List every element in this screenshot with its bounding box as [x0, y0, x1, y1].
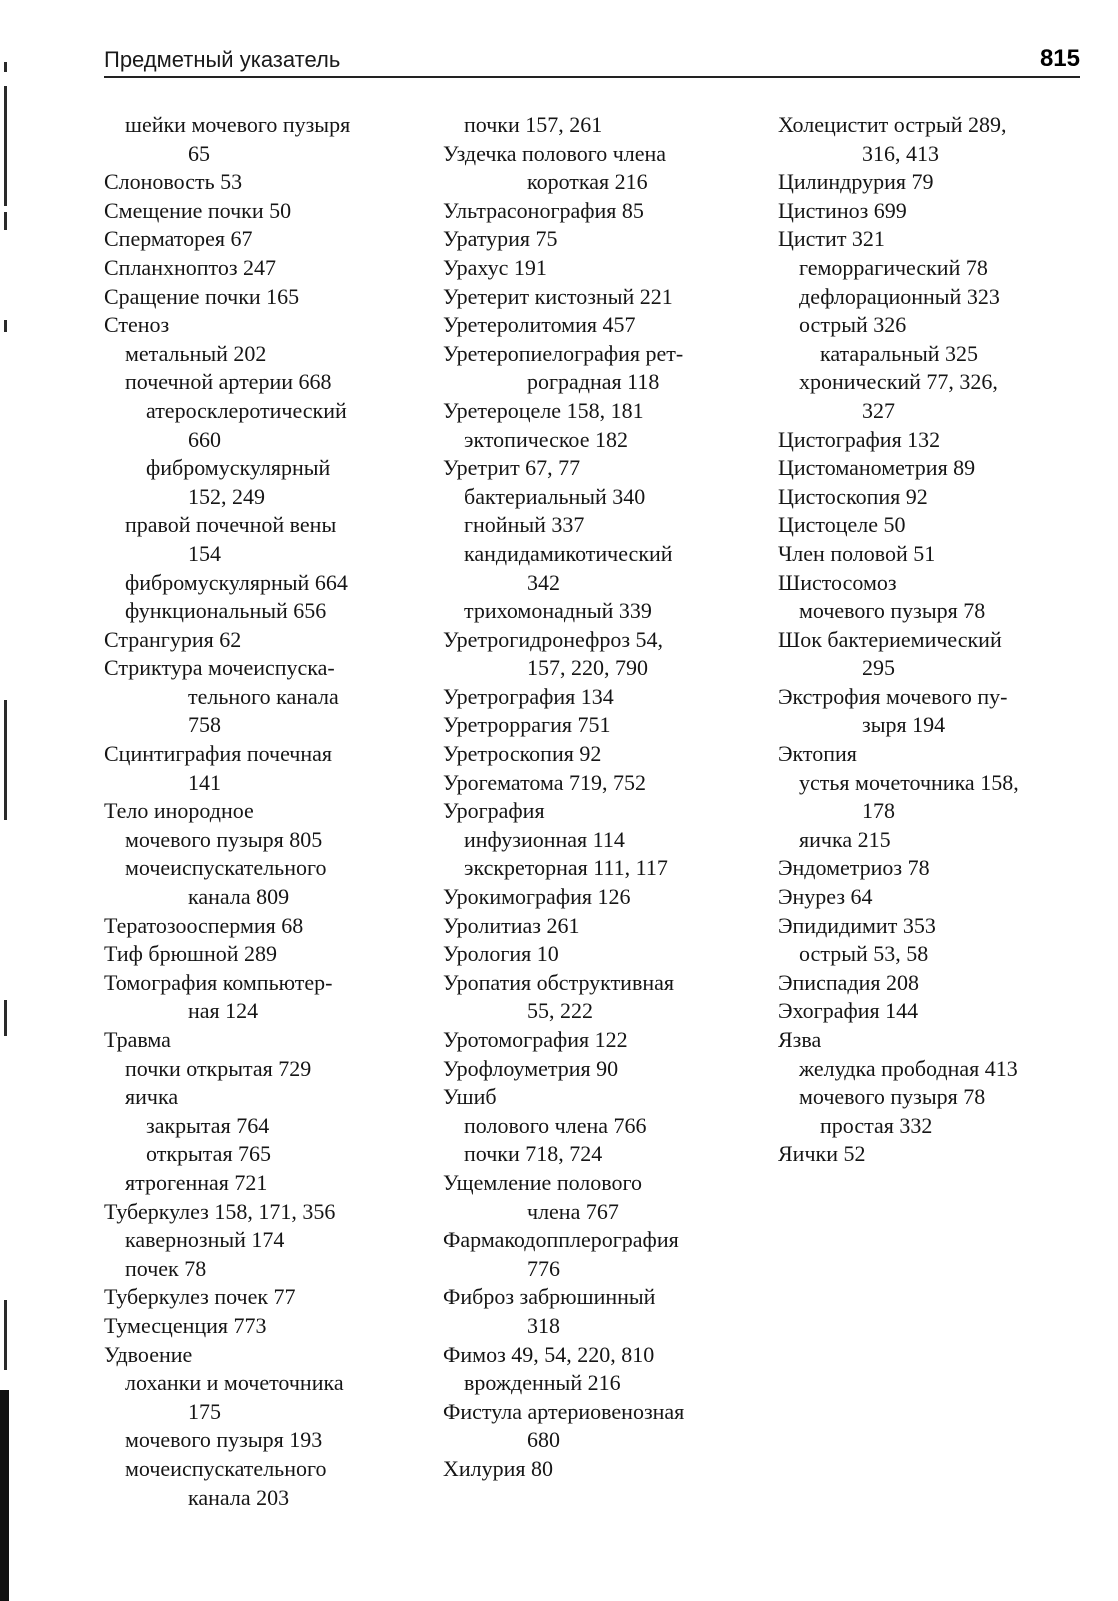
index-subentry: открытая 765: [146, 1141, 272, 1167]
index-entry-continuation: 295: [862, 655, 895, 681]
index-subentry: метальный 202: [125, 340, 267, 366]
index-entry: Урология 10: [443, 941, 559, 967]
index-subentry: острый 326: [799, 312, 907, 338]
index-entry: Смещение почки 50: [104, 197, 292, 223]
index-entry: Эктопия: [778, 741, 857, 767]
binding-edge-shadow: [0, 0, 14, 1601]
index-subentry: трихомонадный 339: [464, 598, 652, 624]
index-entry: Цистография 132: [778, 426, 941, 452]
index-subentry: кавернозный 174: [125, 1227, 285, 1253]
index-entry: Уретрография 134: [443, 683, 614, 709]
index-subentry: мочевого пузыря 78: [799, 1084, 986, 1110]
index-entry: Сперматорея 67: [104, 226, 253, 252]
index-subentry: врожденный 216: [464, 1370, 621, 1396]
index-entry: Урогематома 719, 752: [443, 769, 647, 795]
index-subentry: мочевого пузыря 193: [125, 1427, 323, 1453]
index-subentry: мочевого пузыря 805: [125, 826, 323, 852]
index-entry: Уретроскопия 92: [443, 741, 602, 767]
index-entry-continuation: 776: [527, 1255, 560, 1281]
index-entry: Уретеропиелография рет-: [443, 340, 684, 366]
index-entry: Фимоз 49, 54, 220, 810: [443, 1341, 655, 1367]
index-entry: Член половой 51: [778, 540, 936, 566]
index-entry: Ультрасонография 85: [443, 197, 644, 223]
index-subentry: гнойный 337: [464, 512, 585, 538]
index-entry: Тумесценция 773: [104, 1312, 267, 1338]
index-entry: Уратурия 75: [443, 226, 558, 252]
index-entry: Цилиндрурия 79: [778, 169, 934, 195]
index-entry-continuation: роградная 118: [527, 369, 660, 395]
index-subentry: мочевого пузыря 78: [799, 598, 986, 624]
page-header: [104, 45, 1080, 81]
index-subentry: острый 53, 58: [799, 941, 929, 967]
index-entry-continuation: 660: [188, 426, 221, 452]
index-subentry: бактериальный 340: [464, 483, 646, 509]
index-subentry: ятрогенная 721: [125, 1169, 268, 1195]
index-subentry: яичка 215: [799, 826, 891, 852]
index-entry: Туберкулез почек 77: [104, 1284, 296, 1310]
index-entry: Уретрит 67, 77: [443, 455, 581, 481]
index-entry: Урография: [443, 798, 545, 824]
index-entry-continuation: члена 767: [527, 1198, 619, 1224]
index-entry: Тератозооспермия 68: [104, 912, 304, 938]
index-entry-continuation: 680: [527, 1427, 560, 1453]
index-subentry: мочеиспускательного: [125, 1455, 327, 1481]
index-entry-continuation: 316, 413: [862, 140, 939, 166]
index-entry-continuation: 154: [188, 540, 221, 566]
index-subentry: атеросклеротический: [146, 397, 347, 423]
index-column-2: [443, 111, 753, 1484]
index-subentry: хронический 77, 326,: [799, 369, 998, 395]
index-subentry: дефлорационный 323: [799, 283, 1000, 309]
index-entry: Цистоманометрия 89: [778, 455, 976, 481]
index-entry: Уротомография 122: [443, 1027, 628, 1052]
index-entry: Фиброз забрюшинный: [443, 1284, 656, 1310]
index-column-1: [104, 111, 414, 1512]
index-entry: Уздечка полового члена: [443, 140, 667, 166]
index-entry-continuation: 758: [188, 712, 221, 738]
index-entry: Эписпадия 208: [778, 969, 919, 995]
index-subentry: желудка прободная 413: [799, 1055, 1018, 1081]
running-title: Предметный указатель: [104, 47, 341, 72]
index-subentry: функциональный 656: [125, 598, 327, 624]
index-entry: Тело инородное: [104, 798, 254, 824]
index-entry: Тиф брюшной 289: [104, 941, 278, 967]
index-entry: Уролитиаз 261: [443, 912, 580, 938]
index-entry: Ушиб: [443, 1084, 497, 1110]
index-subentry: закрытая 764: [146, 1112, 270, 1138]
index-entry-continuation: 141: [188, 769, 221, 795]
index-entry: Удвоение: [104, 1341, 193, 1367]
index-entry: Шистосомоз: [778, 569, 897, 595]
index-entry: Стеноз: [104, 312, 170, 338]
index-entry-continuation: 157, 220, 790: [527, 655, 648, 681]
index-entry-continuation: канала 203: [188, 1484, 290, 1510]
index-entry: Стриктура мочеиспуска-: [104, 655, 335, 681]
index-entry: Яички 52: [778, 1141, 866, 1167]
index-subentry: кандидамикотический: [464, 540, 673, 566]
index-subentry: инфузионная 114: [464, 826, 625, 852]
index-entry-continuation: канала 809: [188, 884, 290, 910]
index-entry: Язва: [778, 1027, 822, 1052]
index-subentry: почечной артерии 668: [125, 369, 332, 395]
index-subentry: правой почечной вены: [125, 512, 337, 538]
index-subentry: мочеиспускательного: [125, 855, 327, 881]
index-subentry: экскреторная 111, 117: [464, 855, 668, 881]
index-subentry: устья мочеточника 158,: [799, 769, 1019, 795]
index-entry: Уретеролитомия 457: [443, 312, 636, 338]
index-entry: Эндометриоз 78: [778, 855, 930, 881]
index-entry: Хилурия 80: [443, 1455, 554, 1481]
index-column-3: [778, 111, 1088, 1169]
index-entry-continuation: 178: [862, 798, 895, 824]
index-entry: Травма: [104, 1027, 171, 1052]
index-entry: Уретроррагия 751: [443, 712, 611, 738]
index-subentry: эктопическое 182: [464, 426, 628, 452]
header-rule: [104, 76, 1080, 78]
index-entry-continuation: зыря 194: [862, 712, 946, 738]
index-entry: Фистула артериовенозная: [443, 1398, 685, 1424]
index-entry: Уропатия обструктивная: [443, 969, 674, 995]
page-number: 815: [1039, 45, 1080, 72]
index-entry-continuation: 327: [862, 397, 895, 423]
index-entry-continuation: 318: [527, 1312, 560, 1338]
index-subentry: фибромускулярный: [146, 455, 331, 481]
index-subentry: фибромускулярный 664: [125, 569, 348, 595]
index-entry: Эпидидимит 353: [778, 912, 936, 938]
index-subentry: почки 157, 261: [464, 112, 603, 137]
index-entry: Ущемление полового: [443, 1169, 642, 1195]
index-entry-continuation: 175: [188, 1398, 221, 1424]
index-entry-continuation: тельного канала: [188, 683, 339, 709]
index-entry: Энурез 64: [778, 884, 873, 910]
index-entry: Экстрофия мочевого пу-: [778, 683, 1008, 709]
index-subentry: полового члена 766: [464, 1112, 647, 1138]
index-subentry: почки 718, 724: [464, 1141, 603, 1167]
index-entry-continuation: 55, 222: [527, 998, 593, 1024]
index-entry: Урахус 191: [443, 254, 547, 280]
index-entry: Шок бактериемический: [778, 626, 1002, 652]
index-entry-continuation: ная 124: [188, 998, 259, 1024]
index-entry-continuation: 342: [527, 569, 560, 595]
index-subentry: яичка: [125, 1084, 179, 1110]
index-entry: Томография компьютер-: [104, 969, 333, 995]
index-subentry: катаральный 325: [820, 340, 978, 366]
index-entry: Урофлоуметрия 90: [443, 1055, 619, 1081]
index-entry: Странгурия 62: [104, 626, 242, 652]
index-entry: Уретероцеле 158, 181: [443, 397, 644, 423]
index-subentry: шейки мочевого пузыря: [125, 112, 351, 137]
index-entry: Цистоскопия 92: [778, 483, 928, 509]
index-entry: Урокимография 126: [443, 884, 631, 910]
index-subentry: почки открытая 729: [125, 1055, 312, 1081]
index-entry: Уретерит кистозный 221: [443, 283, 673, 309]
index-entry: Цистит 321: [778, 226, 885, 252]
index-entry: Туберкулез 158, 171, 356: [104, 1198, 336, 1224]
index-entry: Эхография 144: [778, 998, 919, 1024]
index-entry: Слоновость 53: [104, 169, 243, 195]
index-entry: Уретрогидронефроз 54,: [443, 626, 664, 652]
index-entry: Холецистит острый 289,: [778, 112, 1007, 137]
index-entry-continuation: короткая 216: [527, 169, 648, 195]
index-entry: Цистиноз 699: [778, 197, 907, 223]
index-entry: Сращение почки 165: [104, 283, 300, 309]
index-entry-continuation: 152, 249: [188, 483, 265, 509]
index-entry: Сцинтиграфия почечная: [104, 741, 333, 767]
index-entry-continuation: 65: [188, 140, 210, 166]
index-subentry: простая 332: [820, 1112, 933, 1138]
index-entry: Фармакодопплерография: [443, 1227, 679, 1253]
index-subentry: почек 78: [125, 1255, 207, 1281]
index-subentry: геморрагический 78: [799, 254, 988, 280]
index-entry: Цистоцеле 50: [778, 512, 906, 538]
index-subentry: лоханки и мочеточника: [125, 1370, 344, 1396]
index-entry: Спланхноптоз 247: [104, 254, 277, 280]
